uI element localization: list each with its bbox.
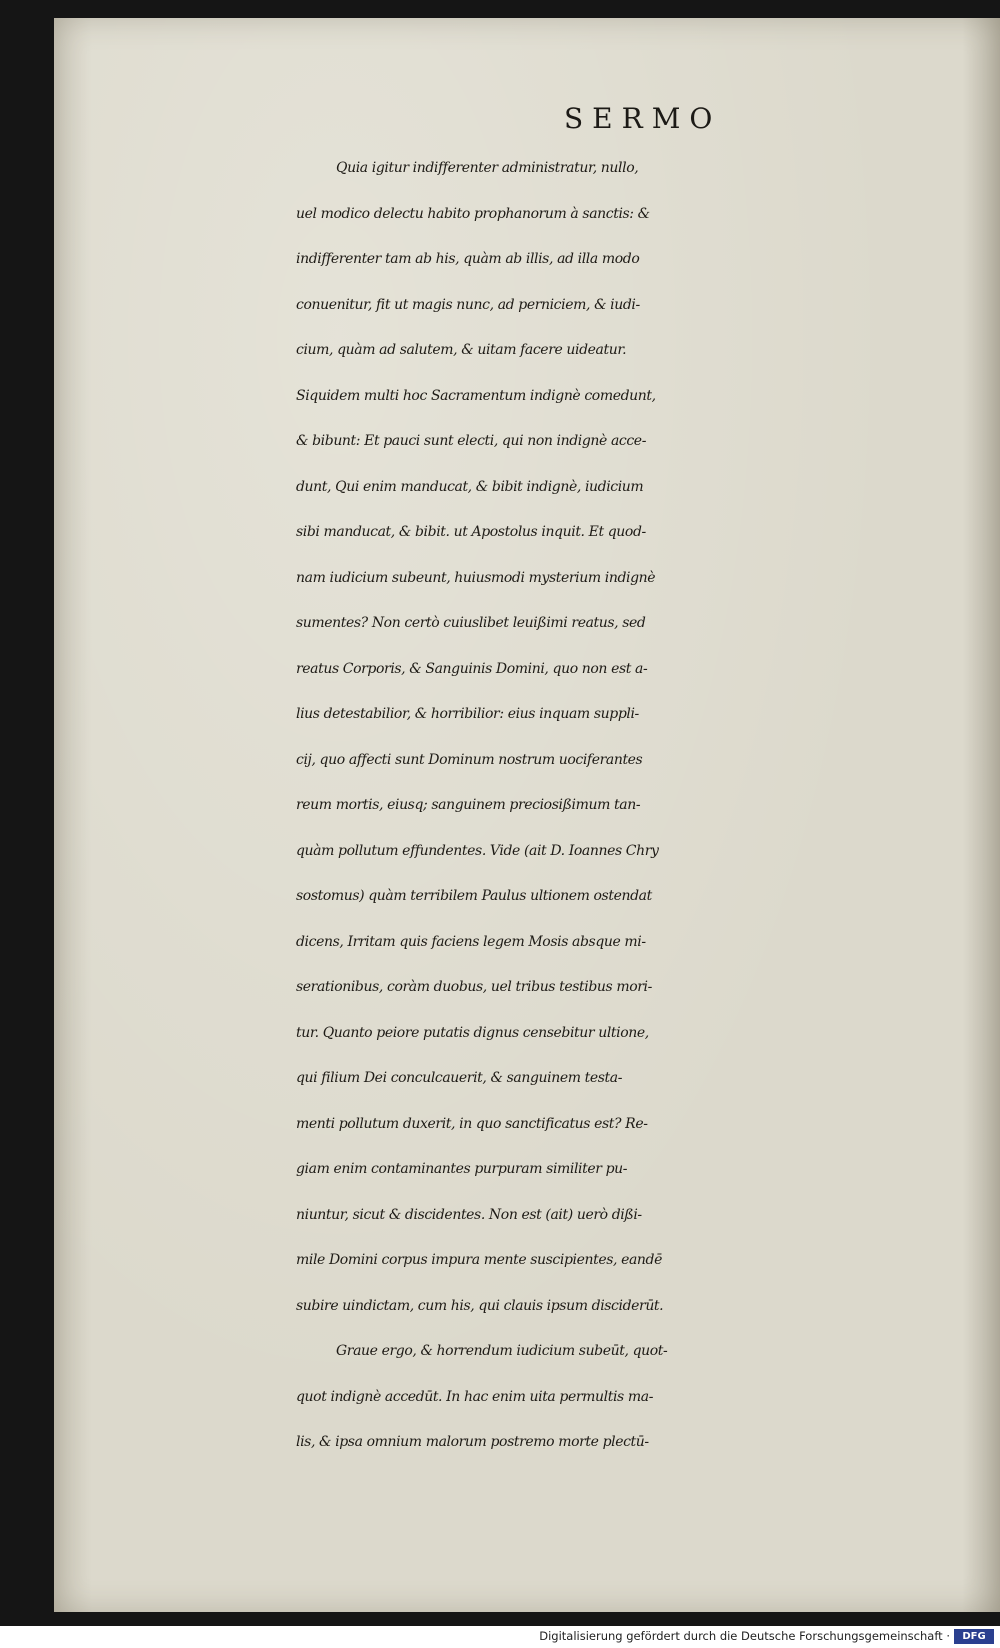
text-line: subire uindictam, cum his, qui clauis ipsum disciderūt. (296, 1297, 664, 1314)
text-line: sibi manducat, & bibit. ut Apostolus inquit. Et quod- (296, 524, 646, 540)
text-line: cium, quàm ad salutem, & uitam facere uideatur. (296, 342, 627, 358)
text-line: menti pollutum duxerit, in quo sanctificatus est? Re- (296, 1115, 648, 1132)
text-line: Quia igitur indifferenter administratur, nullo, (336, 160, 639, 176)
text-line: sumentes? Non certò cuiuslibet leuißimi reatus, sed (296, 615, 646, 631)
dfg-logo-icon: DFG (954, 1629, 994, 1644)
running-head: SERMO (564, 102, 722, 135)
text-line: & bibunt: Et pauci sunt electi, qui non indignè acce- (296, 433, 647, 449)
text-line: uel modico delectu habito prophanorum à sanctis: & (296, 205, 650, 222)
text-line: reatus Corporis, & Sanguinis Domini, quo non est a- (296, 660, 648, 677)
text-line: Siquidem multi hoc Sacramentum indignè comedunt, (296, 387, 656, 404)
funding-notice: Digitalisierung gefördert durch die Deutsche Forschungsgemeinschaft · (539, 1629, 950, 1643)
body-text (296, 146, 1000, 1466)
text-line: cij, quo affecti sunt Dominum nostrum uociferantes (296, 751, 643, 768)
text-line: giam enim contaminantes purpuram similiter pu- (296, 1161, 628, 1177)
text-line: tur. Quanto peiore putatis dignus censebitur ultione, (296, 1024, 649, 1041)
text-line: Graue ergo, & horrendum iudicium subeūt, quot- (336, 1343, 668, 1359)
text-line: niuntur, sicut & discidentes. Non est (ait) uerò dißi- (296, 1206, 642, 1223)
text-line: mile Domini corpus impura mente suscipientes, eandē (296, 1252, 662, 1268)
text-line: conuenitur, fit ut magis nunc, ad perniciem, & iudi- (296, 296, 640, 313)
text-line: quàm pollutum effundentes. Vide (ait D. Ioannes Chry (296, 842, 659, 859)
footer-bar (0, 1626, 1000, 1648)
text-line: dicens, Irritam quis faciens legem Mosis absque mi- (296, 933, 646, 950)
text-line: serationibus, coràm duobus, uel tribus testibus mori- (296, 979, 652, 995)
book-page (54, 18, 1000, 1612)
text-line: dunt, Qui enim manducat, & bibit indignè, iudicium (296, 478, 644, 495)
text-line: lis, & ipsa omnium malorum postremo morte plectū- (296, 1434, 649, 1450)
text-line: quot indignè accedūt. In hac enim uita permultis ma- (296, 1388, 654, 1405)
text-line: lius detestabilior, & horribilior: eius inquam suppli- (296, 706, 639, 722)
text-line: reum mortis, eiusq; sanguinem preciosißimum tan- (296, 797, 641, 813)
text-line: qui filium Dei conculcauerit, & sanguinem testa- (296, 1070, 623, 1086)
text-line: nam iudicium subeunt, huiusmodi mysterium indignè (296, 569, 656, 586)
text-line: indifferenter tam ab his, quàm ab illis, ad illa modo (296, 251, 640, 267)
text-line: sostomus) quàm terribilem Paulus ultionem ostendat (296, 888, 652, 904)
